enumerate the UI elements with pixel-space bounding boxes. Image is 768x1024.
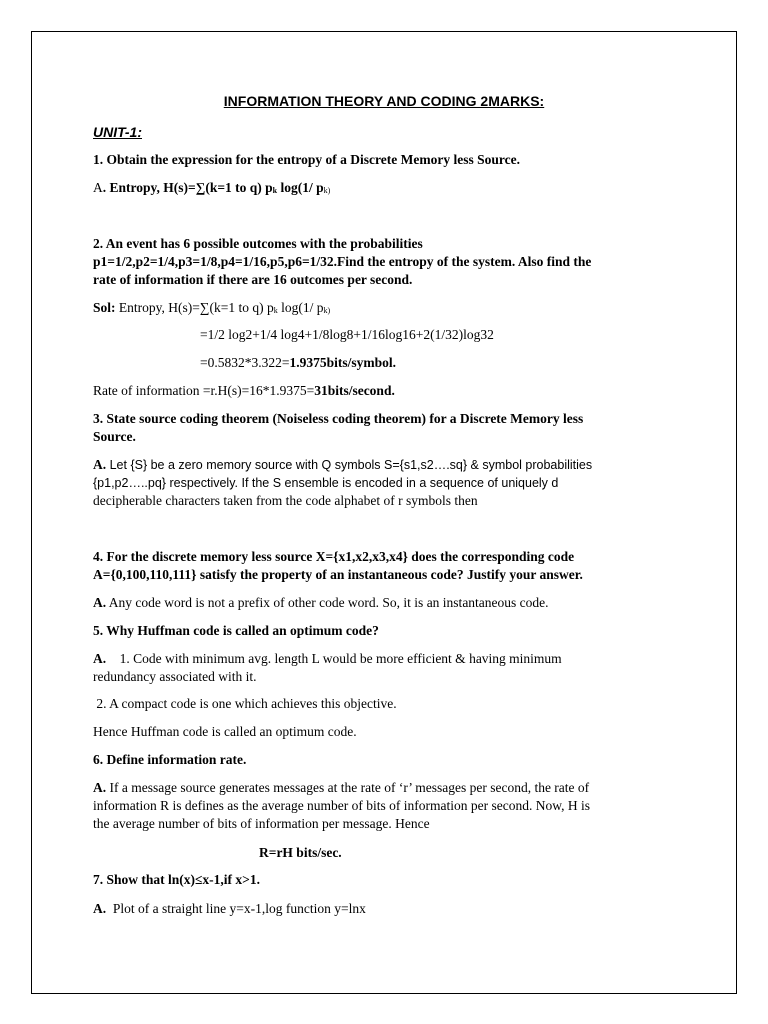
question-6: 6. Define information rate. <box>93 752 247 767</box>
answer-7: A. Plot of a straight line y=x-1,log function y=lnx <box>93 901 366 916</box>
solution-2-entropy: Sol: Entropy, H(s)=∑(k=1 to q) $p_k$ log(1/ $p_{k)}$ <box>93 300 331 315</box>
answer-6-line-2: information R is defines as the average number of bits of information per second. Now, H is <box>93 798 591 813</box>
question-2-line-1: 2. An event has 6 possible outcomes with the probabilities <box>93 236 423 251</box>
answer-4: A. Any code word is not a prefix of other code word. So, it is an instantaneous code. <box>93 595 549 610</box>
page-border <box>31 31 737 994</box>
solution-2-rate: Rate of information =r.H(s)=16*1.9375=31bits/second. <box>93 383 395 398</box>
question-5: 5. Why Huffman code is called an optimum code? <box>93 623 379 638</box>
document-title: INFORMATION THEORY AND CODING 2MARKS: <box>223 93 545 109</box>
answer-3-line-2: {p1,p2…..pq} respectively. If the S ensemble is encoded in a sequence of uniquely d <box>93 476 559 490</box>
question-7: 7. Show that ln(x)≤x-1,if x>1. <box>93 872 260 887</box>
question-3-line-1: 3. State source coding theorem (Noiseless coding theorem) for a Discrete Memory less <box>93 411 584 426</box>
question-3-line-2: Source. <box>93 429 136 444</box>
answer-5-line-4: Hence Huffman code is called an optimum code. <box>93 724 357 739</box>
unit-heading: UNIT-1: <box>93 124 142 140</box>
solution-2-calc-1: =1/2 log2+1/4 log4+1/8log8+1/16log16+2(1/32)log32 <box>200 327 494 342</box>
question-1: 1. Obtain the expression for the entropy of a Discrete Memory less Source. <box>93 152 520 167</box>
solution-2-calc-2: =0.5832*3.322=1.9375bits/symbol. <box>200 355 397 370</box>
answer-5-line-1: A. 1. Code with minimum avg. length L would be more efficient & having minimum <box>93 651 562 666</box>
answer-3-line-1: A. Let {S} be a zero memory source with Q symbols S={s1,s2….sq} & symbol probabilities <box>93 457 593 472</box>
answer-5-line-3: 2. A compact code is one which achieves this objective. <box>93 696 397 711</box>
answer-6-line-1: A. If a message source generates messages at the rate of ‘r’ messages per second, the rate of <box>93 780 590 795</box>
question-2-line-3: rate of information if there are 16 outcomes per second. <box>93 272 413 287</box>
answer-5-line-2: redundancy associated with it. <box>93 669 257 684</box>
answer-6-line-3: the average number of bits of information per message. Hence <box>93 816 430 831</box>
question-4-line-1: 4. For the discrete memory less source X={x1,x2,x3,x4} does the corresponding code <box>93 549 575 564</box>
answer-3-line-3: decipherable characters taken from the code alphabet of r symbols then <box>93 493 478 508</box>
information-rate-formula: R=rH bits/sec. <box>259 845 342 860</box>
answer-1: A. Entropy, H(s)=∑(k=1 to q) $p_k$ log(1/ $p_{k)}$ <box>93 180 331 195</box>
question-4-line-2: A={0,100,110,111} satisfy the property of an instantaneous code? Justify your answer. <box>93 567 583 582</box>
question-2-line-2: p1=1/2,p2=1/4,p3=1/8,p4=1/16,p5,p6=1/32.Find the entropy of the system. Also find the <box>93 254 592 269</box>
